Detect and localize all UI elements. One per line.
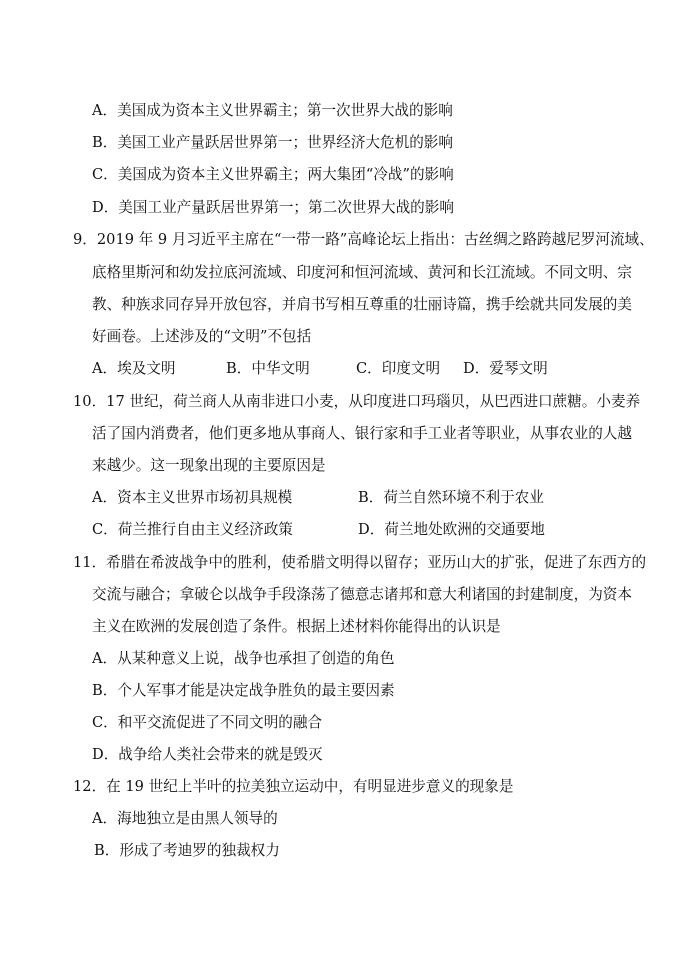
q11-stem-line-3: 主义在欧洲的发展创造了条件。根据上述材料你能得出的认识是	[92, 618, 501, 635]
q10-stem-line-2: 活了国内消费者，他们更多地从事商人、银行家和手工业者等职业，从事农业的人越	[92, 425, 632, 442]
q12-stem-line-1: 12．在 19 世纪上半叶的拉美独立运动中，有明显进步意义的现象是	[73, 778, 514, 795]
q9-option-a: A．埃及文明	[92, 360, 176, 377]
q11-stem-line-2: 交流与融合；拿破仑以战争手段涤荡了德意志诸邦和意大利诸国的封建制度，为资本	[92, 586, 632, 603]
q10-stem-line-1: 10．17 世纪，荷兰商人从南非进口小麦，从印度进口玛瑙贝，从巴西进口蔗糖。小麦养	[73, 393, 641, 410]
q11-option-b: B．个人军事才能是决定战争胜负的最主要因素	[92, 682, 395, 699]
q9-stem-line-4: 好画卷。上述涉及的“文明”不包括	[92, 328, 312, 345]
q9-stem-line-2: 底格里斯河和幼发拉底河流域、印度河和恒河流域、黄河和长江流域。不同文明、宗	[92, 264, 632, 281]
q8-option-d: D．美国工业产量跃居世界第一；第二次世界大战的影响	[92, 199, 454, 216]
q11-option-d: D．战争给人类社会带来的就是毁灭	[92, 746, 323, 763]
q10-options-row-1	[0, 488, 688, 508]
q10-options-row-2	[0, 520, 688, 540]
q10-option-a: A．资本主义世界市场初具规模	[92, 489, 293, 506]
q9-stem-line-1: 9．2019 年 9 月习近平主席在“一带一路”高峰论坛上指出：古丝绸之路跨越尼罗河流域、	[73, 231, 654, 248]
q9-options	[0, 359, 688, 379]
q9-stem-line-3: 教、种族求同存异开放包容，并肩书写相互尊重的壮丽诗篇，携手绘就共同发展的美	[92, 296, 632, 313]
q9-option-b: B．中华文明	[226, 360, 310, 377]
q11-option-a: A．从某种意义上说，战争也承担了创造的角色	[92, 650, 395, 667]
q11-option-c: C．和平交流促进了不同文明的融合	[92, 714, 323, 731]
q8-option-b: B．美国工业产量跃居世界第一；世界经济大危机的影响	[92, 134, 453, 151]
q9-option-c: C．印度文明	[356, 360, 441, 377]
q8-option-a: A．美国成为资本主义世界霸主；第一次世界大战的影响	[92, 102, 453, 119]
q12-option-a: A．海地独立是由黑人领导的	[92, 810, 278, 827]
q8-option-c: C．美国成为资本主义世界霸主；两大集团“冷战”的影响	[92, 166, 454, 183]
q9-option-d: D．爱琴文明	[463, 360, 548, 377]
q12-option-b: B．形成了考迪罗的独裁权力	[94, 842, 280, 859]
q10-option-c: C．荷兰推行自由主义经济政策	[92, 521, 293, 538]
q10-option-b: B．荷兰自然环境不利于农业	[358, 489, 544, 506]
q10-option-d: D．荷兰地处欧洲的交通要地	[358, 521, 545, 538]
q10-stem-line-3: 来越少。这一现象出现的主要原因是	[92, 457, 326, 474]
q11-stem-line-1: 11．希腊在希波战争中的胜利，使希腊文明得以留存；亚历山大的扩张，促进了东西方的	[73, 554, 647, 571]
